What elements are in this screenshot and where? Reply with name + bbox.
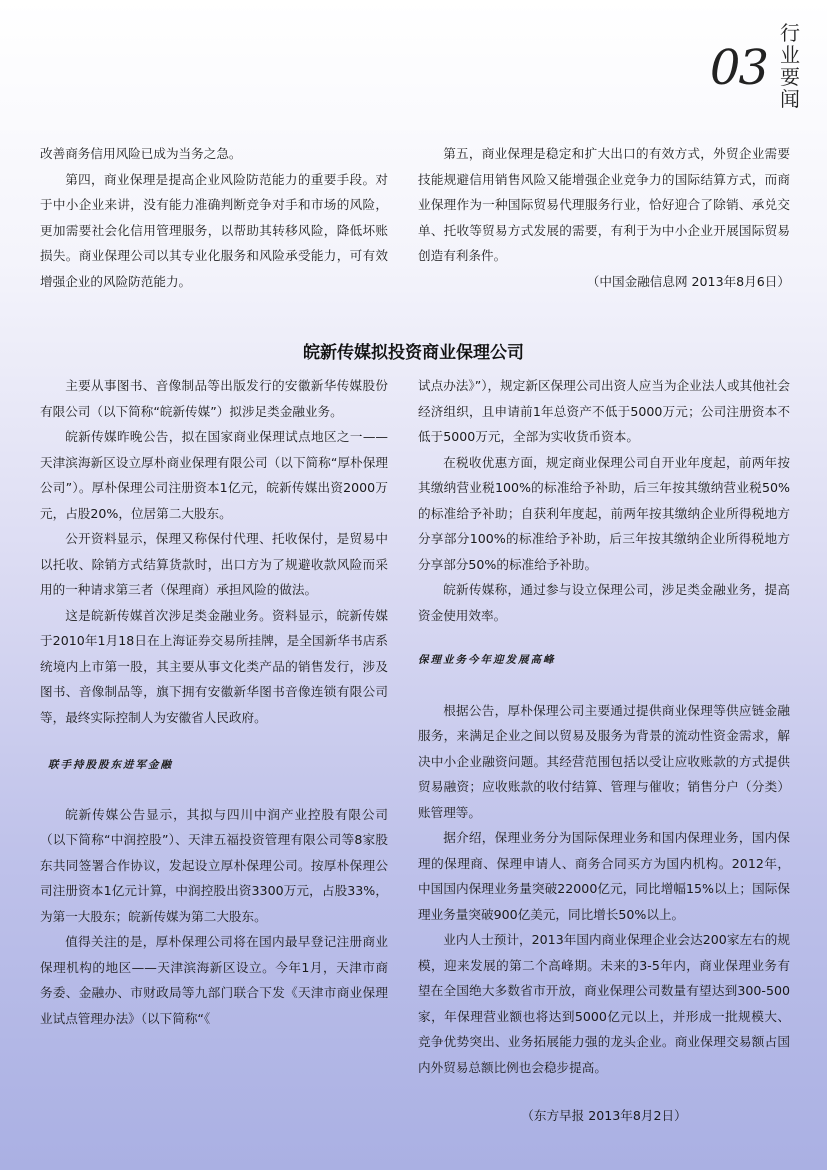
source-citation: （东方早报 2013年8月2日） (521, 1108, 687, 1123)
paragraph: 皖新传媒称，通过参与设立保理公司，涉足类金融业务，提高资金使用效率。 (418, 582, 790, 623)
source-citation: （中国金融信息网 2013年8月6日） (586, 273, 790, 289)
subheading: 联手持股股东进军金融 (48, 759, 173, 771)
paragraph: 这是皖新传媒首次涉足类金融业务。资料显示，皖新传媒于2010年1月18日在上海证券交易所挂牌，是全国新华书店系统境内上市第一股，其主要从事文化类产品的销售发行，涉及图书、音像制品等，旗下拥有安徽新华图书音像连锁有限公司等，最终实际控制人为安徽省人民政府。 (40, 607, 388, 725)
article-right-column (418, 373, 790, 1129)
paragraph: 第五，商业保理是稳定和扩大出口的有效方式，外贸企业需要技能规避信用销售风险又能增强企业竞争力的国际结算方式，而商业保理作为一种国际贸易代理服务行业，恰好迎合了除销、承兑交单、托收等贸易方式发展的需要，有利于为中小企业开展国际贸易创造有利条件。 (418, 146, 790, 263)
article-title: 皖新传媒拟投资商业保理公司 (303, 343, 524, 363)
paragraph: 根据公告，厚朴保理公司主要通过提供商业保理等供应链金融服务，来满足企业之间以贸易及服务为背景的流动性资金需求，解决中小企业融资问题。其经营范围包括以受让应收账款的方式提供贸易融资；应收账款的收付结算、管理与催收；销售分户（分类）账管理等。 (418, 702, 790, 820)
paragraph: 在税收优惠方面，规定商业保理公司自开业年度起，前两年按其缴纳营业税100%的标准给予补助，后三年按其缴纳营业税50%的标准给予补助；自获利年度起，前两年按其缴纳企业所得税地方分享部分100%的标准给予补助，后三年按其缴纳企业所得税地方分享部分50%的标准给予补助。 (418, 454, 790, 572)
paragraph: 皖新传媒公告显示，其拟与四川中润产业控股有限公司（以下简称“中润控股”）、天津五福投资管理有限公司等8家股东共同签署合作协议，发起设立厚朴保理公司。按厚朴保理公司注册资本1亿元计算，中润控股出资3300万元，占股33%，为第一大股东；皖新传媒为第二大股东。 (40, 806, 388, 924)
paragraph: 改善商务信用风险已成为当务之急。 (40, 146, 242, 161)
paragraph: 主要从事图书、音像制品等出版发行的安徽新华传媒股份有限公司（以下简称“皖新传媒”）拟涉足类金融业务。 (40, 378, 388, 419)
page-number: 03 (709, 40, 767, 96)
paragraph: 公开资料显示，保理又称保付代理、托收保付，是贸易中以托收、除销方式结算货款时，出口方为了规避收款风险而采用的一种请求第三者（保理商）承担风险的做法。 (40, 531, 388, 597)
paragraph: 皖新传媒昨晚公告，拟在国家商业保理试点地区之一——天津滨海新区设立厚朴商业保理有限公司（以下简称“厚朴保理公司”）。厚朴保理公司注册资本1亿元，皖新传媒出资2000万元，占股20%，位居第二大股东。 (40, 429, 388, 521)
section-label: 行业要闻 (780, 21, 800, 111)
paragraph: 第四，商业保理是提高企业风险防范能力的重要手段。对于中小企业来讲，没有能力准确判断竞争对手和市场的风险，更加需要社会化信用管理服务，以帮助其转移风险，降低坏账损失。商业保理公司以其专业化服务和风险承受能力，可有效增强企业的风险防范能力。 (40, 171, 388, 289)
article-left-column (40, 373, 388, 1031)
subheading: 保理业务今年迎发展高峰 (418, 654, 556, 666)
paragraph: 业内人士预计，2013年国内商业保理企业会达200家左右的规模，迎来发展的第二个高峰期。未来的3-5年内，商业保理业务有望在全国绝大多数省市开放，商业保理公司数量有望达到300-500家，年保理营业额也将达到5000亿元以上，并形成一批规模大、竞争优势突出、业务拓展能力强的龙头企业。商业保理交易额占国内外贸易总额比例也会稳步提高。 (418, 932, 790, 1075)
paragraph: 据介绍，保理业务分为国际保理业务和国内保理业务，国内保理的保理商、保理申请人、商务合同买方为国内机构。2012年，中国国内保理业务量突破22000亿元，同比增幅15%以上；国际保理业务量突破900亿美元，同比增长50%以上。 (418, 830, 790, 922)
top-right-column (418, 141, 790, 294)
paragraph: 值得关注的是，厚朴保理公司将在国内最早登记注册商业保理机构的地区——天津滨海新区设立。今年1月，天津市商务委、金融办、市财政局等九部门联合下发《天津市商业保理业试点管理办法》（以下简称“《 (40, 934, 388, 1026)
top-left-column (40, 141, 388, 294)
page-header (695, 18, 815, 111)
paragraph: 试点办法》”），规定新区保理公司出资人应当为企业法人或其他社会经济组织，且申请前1年总资产不低于5000万元；公司注册资本不低于5000万元，全部为实收货币资本。 (418, 378, 790, 444)
